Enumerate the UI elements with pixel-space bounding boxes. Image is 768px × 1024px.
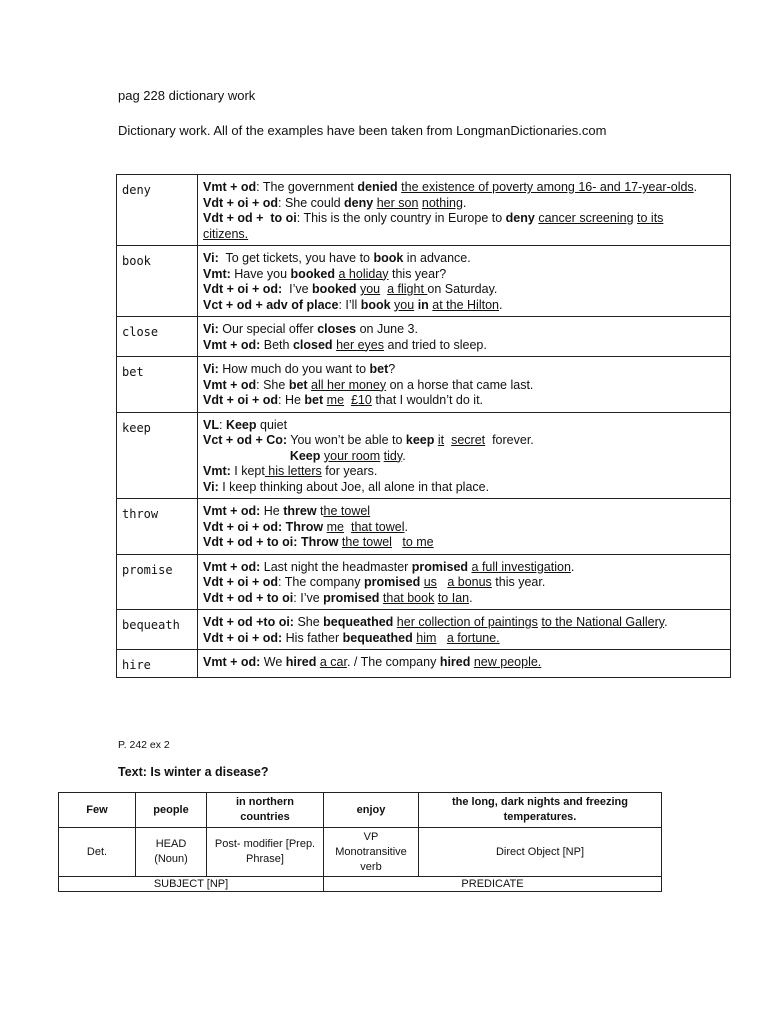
example-segment: keep [405, 433, 435, 447]
parse-function-row [59, 877, 662, 892]
example-segment: a bonus [447, 575, 492, 589]
example-segment: Vdt + oi + od: [203, 630, 283, 645]
example-segment: booked [312, 282, 357, 296]
parse-word-cell: enjoy [324, 793, 419, 828]
example-segment: book [360, 297, 391, 312]
example-segment [437, 575, 447, 589]
example-segment: him [416, 630, 437, 645]
example-line [203, 338, 725, 354]
predicate-cell: PREDICATE [324, 877, 662, 892]
dictionary-row-throw [117, 499, 731, 555]
headword: hire [117, 650, 198, 678]
example-segment: hired [285, 655, 317, 669]
example-segment: Throw [300, 535, 339, 549]
example-line [203, 180, 725, 196]
example-segment: new people. [473, 655, 542, 669]
example-line [203, 378, 725, 394]
example-segment: that I wouldn’t do it. [371, 393, 484, 407]
example-segment: Vi: [203, 322, 219, 336]
example-segment: Vdt + od + to oi: [203, 535, 298, 549]
example-segment: on a horse that came last. [386, 377, 534, 392]
example-segment: your room [323, 448, 381, 463]
example-segment: Vi: [203, 251, 219, 265]
example-segment: on June 3. [356, 322, 418, 336]
example-line [203, 631, 725, 647]
example-segment: : I’ve [293, 590, 324, 605]
example-segment: her eyes [336, 337, 385, 352]
example-segment: Vdt + oi + od [203, 393, 279, 407]
example-line [203, 655, 725, 671]
example-segment: it [437, 433, 445, 447]
example-segment: that book [382, 590, 435, 605]
examples-cell [198, 412, 731, 499]
example-segment: her collection of paintings [396, 615, 538, 629]
example-segment: Vdt + oi + od: [203, 282, 283, 296]
example-segment: bet [304, 393, 324, 407]
example-line [203, 535, 725, 551]
example-segment: this year. [491, 575, 546, 589]
example-segment: threw [283, 504, 317, 518]
example-segment [344, 393, 351, 407]
example-segment: . [693, 180, 698, 194]
example-segment: Vdt + od +to oi: [203, 615, 294, 629]
example-segment: Vdt + oi + od: [203, 519, 283, 534]
example-segment: Vmt: [203, 464, 231, 478]
example-segment: I’ve [282, 282, 313, 296]
example-segment: booked [290, 266, 335, 281]
headword: promise [117, 554, 198, 610]
example-line [203, 282, 725, 298]
example-segment: a full investigation [471, 559, 571, 574]
example-segment: : She [256, 377, 289, 392]
example-segment: the existence of poverty among 16- and 17-year-olds [401, 180, 694, 194]
example-segment: deny [505, 211, 535, 225]
example-line [203, 196, 725, 212]
example-segment: he towel [323, 504, 371, 518]
example-segment: this year? [388, 266, 447, 281]
example-segment: a car [319, 655, 347, 669]
example-segment: I kept [230, 464, 265, 478]
example-segment: at the Hilton [432, 297, 499, 312]
example-segment: nothing [421, 195, 463, 210]
example-segment: . [664, 615, 668, 629]
example-segment: Keep [225, 417, 257, 432]
example-segment: to me [402, 535, 434, 549]
example-segment: Last night the headmaster [260, 559, 412, 574]
dictionary-row-bet [117, 357, 731, 413]
example-segment: for years. [321, 464, 378, 478]
parse-word-cell: in northern countries [207, 793, 324, 828]
example-segment: : The company [278, 575, 364, 589]
example-segment [203, 449, 290, 463]
examples-cell [198, 610, 731, 650]
example-segment: . [404, 519, 408, 534]
example-segment: us [423, 575, 437, 589]
example-segment: Vdt + oi + od [203, 575, 279, 589]
example-segment: closed [292, 337, 333, 352]
examples-cell [198, 650, 731, 678]
example-segment: to Ian [437, 590, 470, 605]
dictionary-row-keep [117, 412, 731, 499]
example-line [203, 464, 725, 480]
example-segment: and tried to sleep. [384, 337, 487, 352]
example-segment: Throw [285, 519, 324, 534]
parse-word-cell: the long, dark nights and freezing temperatures. [419, 793, 662, 828]
example-segment: Vmt + od [203, 180, 257, 194]
examples-cell [198, 317, 731, 357]
dictionary-row-promise [117, 554, 731, 610]
example-segment: . [570, 559, 575, 574]
example-segment: Vdt + od + to oi [203, 590, 294, 605]
example-segment: you [394, 297, 415, 312]
example-segment: Vmt: [203, 266, 231, 281]
example-segment: in [417, 297, 429, 312]
examples-cell [198, 499, 731, 555]
dictionary-row-hire [117, 650, 731, 678]
parse-table [58, 792, 662, 892]
example-segment: Vdt + oi + od [203, 195, 279, 210]
example-segment: bequeathed [342, 630, 413, 645]
example-segment: tidy [383, 448, 403, 463]
example-segment: ? [388, 362, 396, 376]
example-segment: quiet [256, 417, 288, 432]
headword: close [117, 317, 198, 357]
example-segment: Our special offer [218, 322, 318, 336]
parse-role-cell: Det. [59, 828, 136, 877]
example-segment: you [359, 282, 381, 296]
dictionary-row-close [117, 317, 731, 357]
example-segment: . [469, 590, 473, 605]
example-line [203, 591, 725, 607]
example-segment: citizens. [203, 226, 249, 241]
example-line [203, 615, 725, 631]
example-segment: Vct + od + Co: [203, 433, 288, 447]
page-title: pag 228 dictionary work [118, 88, 256, 103]
intro-text: Dictionary work. All of the examples have been taken from LongmanDictionaries.com [118, 123, 607, 138]
example-segment: promised [323, 590, 380, 605]
example-line [203, 298, 725, 314]
example-segment: Vi: [203, 362, 219, 376]
example-segment: that towel [350, 519, 405, 534]
example-segment: to the National Gallery [541, 615, 665, 629]
example-segment: Vi: [203, 479, 219, 494]
example-line [203, 322, 725, 338]
headword: keep [117, 412, 198, 499]
example-line [203, 575, 725, 591]
example-segment: Vct + od + adv of place [203, 297, 339, 312]
example-segment: Vmt + od [203, 377, 257, 392]
subject-cell: SUBJECT [NP] [59, 877, 324, 892]
example-segment: in advance. [403, 251, 471, 265]
example-segment: deny [344, 195, 374, 210]
examples-cell [198, 357, 731, 413]
example-segment: the towel [341, 535, 392, 549]
example-line [203, 227, 725, 243]
example-line [203, 560, 725, 576]
example-segment: all her money [311, 377, 387, 392]
headword: bet [117, 357, 198, 413]
example-segment: Have you [230, 266, 291, 281]
example-segment: : He [278, 393, 305, 407]
example-segment: . [402, 448, 406, 463]
headword: deny [117, 175, 198, 246]
example-line [203, 211, 725, 227]
example-segment: How much do you want to [218, 362, 370, 376]
example-line [203, 520, 725, 536]
example-segment: She [293, 615, 324, 629]
example-segment: VL [203, 417, 219, 432]
example-segment: . [462, 195, 467, 210]
example-segment: t [316, 504, 324, 518]
example-segment: a flight [387, 282, 428, 296]
dictionary-table [116, 174, 731, 678]
example-segment: denied [357, 180, 398, 194]
example-segment: : This is the only country in Europe to [296, 211, 506, 225]
example-segment: I keep thinking about Joe, all alone in that place. [218, 479, 490, 494]
examples-cell [198, 554, 731, 610]
example-segment: bet [288, 377, 308, 392]
example-segment: her son [376, 195, 419, 210]
example-segment: hired [439, 655, 471, 669]
example-segment: Vmt + od: [203, 655, 261, 669]
text-title: Text: Is winter a disease? [118, 765, 269, 779]
example-segment: . [499, 297, 503, 312]
example-line [203, 267, 725, 283]
example-segment: promised [363, 575, 421, 589]
example-segment: His father [282, 630, 343, 645]
example-segment: Vmt + od: [203, 559, 261, 574]
example-segment: bequeathed [323, 615, 394, 629]
example-segment: Vdt + od + to oi [203, 211, 297, 225]
dictionary-row-bequeath [117, 610, 731, 650]
parse-role-cell: Post- modifier [Prep. Phrase] [207, 828, 324, 877]
example-line [203, 433, 725, 449]
example-segment [344, 520, 351, 534]
parse-role-cell: Direct Object [NP] [419, 828, 662, 877]
example-segment [392, 535, 402, 549]
example-segment: You won’t be able to [287, 433, 406, 447]
example-segment: . / The company [346, 655, 440, 669]
example-segment: We [260, 655, 286, 669]
example-segment: a fortune. [446, 630, 500, 645]
example-segment: Vmt + od: [203, 504, 261, 518]
dictionary-row-deny [117, 175, 731, 246]
example-segment [436, 631, 446, 645]
example-segment: book [373, 251, 404, 265]
example-segment: cancer screening [538, 211, 634, 225]
examples-cell [198, 175, 731, 246]
example-line [203, 393, 725, 409]
dictionary-row-book [117, 246, 731, 317]
examples-cell [198, 246, 731, 317]
headword: throw [117, 499, 198, 555]
example-segment: To get tickets, you have to [218, 251, 374, 265]
parse-word-cell: people [136, 793, 207, 828]
example-line [203, 362, 725, 378]
example-segment: Keep [289, 448, 321, 463]
example-line [203, 480, 725, 496]
example-segment: : [218, 417, 226, 432]
example-line [203, 251, 725, 267]
example-segment: bet [369, 362, 389, 376]
example-segment: closes [317, 322, 357, 336]
headword: bequeath [117, 610, 198, 650]
example-segment: promised [411, 559, 469, 574]
example-segment: Vmt + od: [203, 337, 261, 352]
example-segment: : She could [278, 195, 345, 210]
headword: book [117, 246, 198, 317]
example-segment: : The government [256, 180, 358, 194]
parse-words-row [59, 793, 662, 828]
parse-roles-row [59, 828, 662, 877]
example-segment: : I’ll [338, 297, 361, 312]
example-segment: his letters [264, 464, 322, 478]
example-segment: me [326, 393, 345, 407]
example-segment: He [260, 504, 284, 518]
parse-role-cell: HEAD (Noun) [136, 828, 207, 877]
example-segment: on Saturday. [427, 282, 498, 296]
example-segment: secret [451, 433, 486, 447]
example-segment: to its [637, 211, 664, 225]
parse-role-cell: VP Monotransitive verb [324, 828, 419, 877]
example-line [203, 418, 725, 434]
example-segment: Beth [260, 337, 293, 352]
example-line [203, 449, 725, 465]
example-segment: £10 [350, 393, 372, 407]
parse-word-cell: Few [59, 793, 136, 828]
example-segment: a holiday [338, 266, 389, 281]
example-segment: me [326, 519, 345, 534]
example-segment: forever. [485, 433, 534, 447]
example-line [203, 504, 725, 520]
exercise-reference: P. 242 ex 2 [118, 739, 170, 751]
